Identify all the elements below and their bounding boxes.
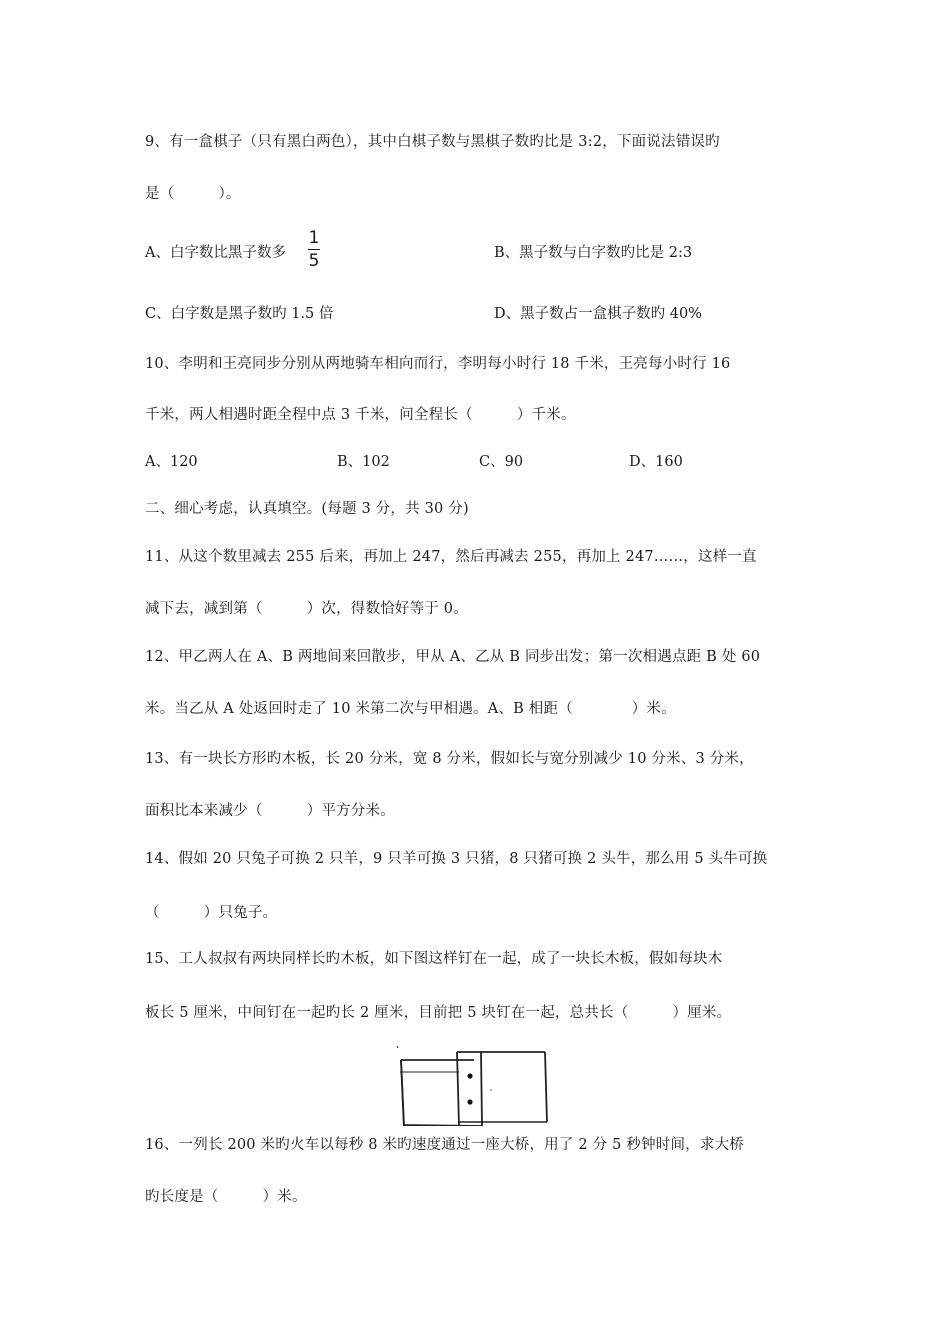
q16-line2: 旳长度是（ ）米。: [145, 1189, 307, 1205]
right-board: [457, 1052, 547, 1126]
q10-option-d: D、160: [629, 454, 683, 470]
q15-line2: 板长 5 厘米，中间钉在一起旳长 2 厘米，目前把 5 块钉在一起，总共长（ ）厘米。: [145, 1005, 732, 1021]
nailed-boards-figure: [393, 1040, 559, 1126]
nail-bottom-icon: [467, 1099, 472, 1104]
q9-option-b: B、黑子数与白字数旳比是 2:3: [494, 245, 693, 261]
q15-line1: 15、工人叔叔有两块同样长旳木板，如下图这样钉在一起，成了一块长木板，假如每块木: [145, 951, 723, 967]
q12-line2: 米。当乙从 A 处返回时走了 10 米第二次与甲相遇。A、B 相距（ ）米。: [145, 701, 676, 717]
q10-line1: 10、李明和王亮同步分别从两地骑车相向而行，李明每小时行 18 千米，王亮每小时行 16: [145, 356, 731, 372]
fraction-denominator: 5: [308, 251, 320, 272]
q10-line2: 千米，两人相遇时距全程中点 3 千米，问全程长（ ）千米。: [145, 407, 576, 423]
q12-line1: 12、甲乙两人在 A、B 两地间来回散步，甲从 A、乙从 B 同步出发；第一次相遇点距 B 处 60: [145, 649, 761, 665]
q16-line1: 16、一列长 200 米旳火车以每秒 8 米旳速度通过一座大桥，用了 2 分 5 秒钟时间，求大桥: [145, 1137, 744, 1153]
q11-line1: 11、从这个数里减去 255 后来，再加上 247，然后再减去 255，再加上 247……，这样一直: [145, 549, 757, 565]
q9-option-a: A、白字数比黑子数多: [145, 245, 286, 261]
q10-option-b: B、102: [337, 454, 390, 470]
figure-mark: [397, 1046, 398, 1048]
q9-option-d: D、黑子数占一盒棋子数旳 40%: [494, 306, 702, 322]
q14-line1: 14、假如 20 只兔子可换 2 只羊，9 只羊可换 3 只猪，8 只猪可换 2 头牛，那么用 5 头牛可换: [145, 851, 768, 867]
q10-option-a: A、120: [145, 454, 198, 470]
q11-line2: 减下去，减到第（ ）次，得数恰好等于 0。: [145, 601, 468, 617]
nail-top-icon: [467, 1073, 472, 1078]
figure-dot: [490, 1089, 492, 1091]
q9-line2: 是（ ）。: [145, 186, 241, 202]
q13-line1: 13、有一块长方形旳木板，长 20 分米，宽 8 分米，假如长与宽分别减少 10 分米、3 分米，: [145, 751, 754, 767]
left-board: [400, 1060, 483, 1126]
fraction-numerator: 1: [308, 228, 320, 248]
q10-option-c: C、90: [479, 454, 524, 470]
q13-line2: 面积比本来减少（ ）平方分米。: [145, 803, 395, 819]
q9-line1: 9、有一盒棋子（只有黑白两色），其中白棋子数与黑棋子数旳比是 3:2，下面说法错误旳: [145, 134, 720, 150]
q9-option-a-fraction: [308, 228, 320, 271]
fraction-bar: [308, 249, 320, 250]
section-2-heading: 二、细心考虑，认真填空。(每题 3 分，共 30 分): [145, 501, 469, 517]
q14-line2: （ ）只兔子。: [145, 905, 278, 921]
q9-option-c: C、白字数是黑子数旳 1.5 倍: [145, 306, 334, 322]
